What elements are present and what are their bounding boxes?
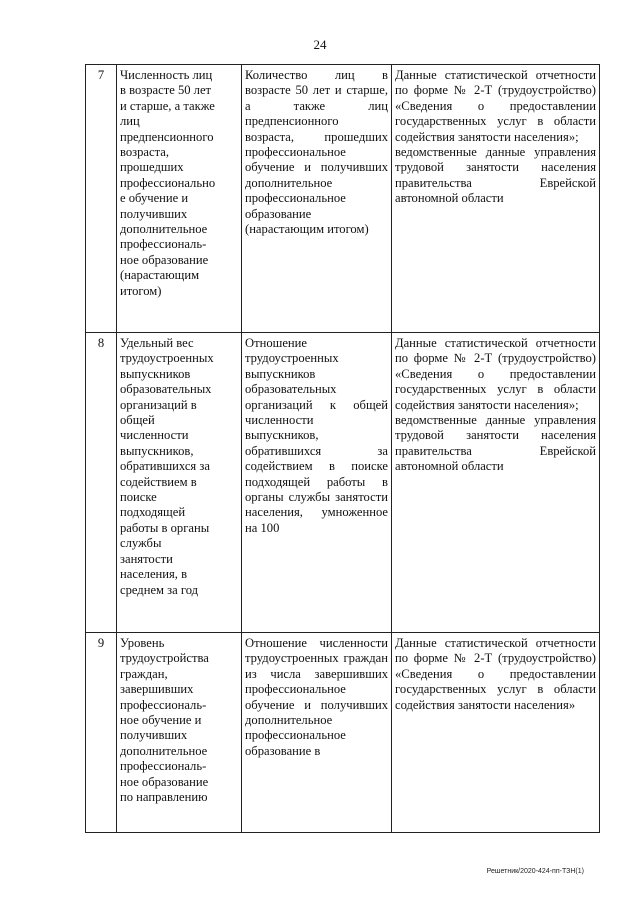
indicator-name-cell: Уровень трудоустройства граждан, завершивших профессиональ- ное обучение и получивших дополнительное профессиональ- ное образование по направлению [117, 633, 242, 833]
table-row [86, 633, 600, 833]
page-number: 24 [313, 37, 327, 52]
table-row [86, 65, 600, 333]
calculation-method-cell: Отношение численности трудоустроенных граждан из числа завершивших профессиональное обучение и получивших дополнительное профессиональное образование в [242, 633, 392, 833]
document-code-footer: Решетник/2020-424-пп-ТЗН(1) [486, 868, 584, 875]
data-source-cell: Данные статистической отчетности по форме № 2-Т (трудоустройство) «Сведения о предоставлении государственных услуг в области содействия занятости населения» [392, 633, 600, 833]
row-number: 9 [86, 633, 117, 833]
indicators-table [85, 64, 600, 833]
data-source-cell: Данные статистической отчетности по форме № 2-Т (трудоустройство) «Сведения о предоставлении государственных услуг в области содействия занятости населения»; ведомственные данные управления трудовой занятости населения правительства Еврейской автономной области [392, 65, 600, 333]
calculation-method-cell: Отношение трудоустроенных выпускников образовательных организаций к общей численности выпускников, обратившихся за содействием в поиске подходящей работы в органы службы занятости населения, умноженное на 100 [242, 333, 392, 633]
indicator-name-cell: Численность лиц в возрасте 50 лет и старше, а также лиц предпенсионного возраста, прошедших профессионально е обучение и получивших дополнительное профессиональ- ное образование (нарастающим итогом) [117, 65, 242, 333]
row-number: 8 [86, 333, 117, 633]
data-source-cell: Данные статистической отчетности по форме № 2-Т (трудоустройство) «Сведения о предоставлении государственных услуг в области содействия занятости населения»; ведомственные данные управления трудовой занятости населения правительства Еврейской автономной области [392, 333, 600, 633]
indicator-name-cell: Удельный вес трудоустроенных выпускников образовательных организаций в общей численности выпускников, обратившихся за содействием в поиске подходящей работы в органы службы занятости населения, в среднем за год [117, 333, 242, 633]
calculation-method-cell: Количество лиц в возрасте 50 лет и старше, а также лиц предпенсионного возраста, прошедших профессиональное обучение и получивших дополнительное профессиональное образование (нарастающим итогом) [242, 65, 392, 333]
row-number: 7 [86, 65, 117, 333]
table-row [86, 333, 600, 633]
